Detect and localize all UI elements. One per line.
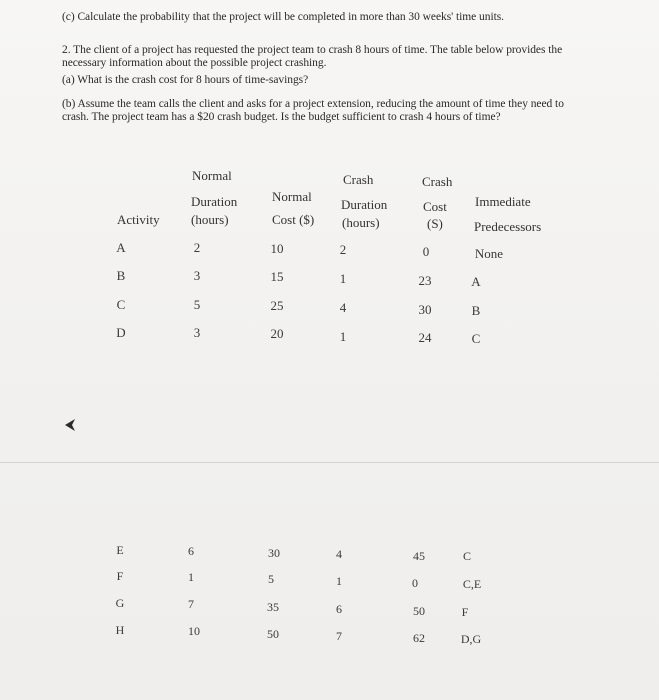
header-normal-duration-2: Duration (191, 194, 238, 209)
cell-normal-duration: 2 (193, 240, 201, 255)
cell-normal-cost: 20 (270, 326, 284, 341)
cell-activity: H (115, 623, 125, 637)
cell-normal-duration: 6 (188, 544, 194, 558)
cell-crash-cost: 0 (422, 244, 430, 259)
question-c-text: (c) Calculate the probability that the project will be completed in more than 30 weeks' time units. (62, 11, 504, 23)
cell-predecessors: None (474, 246, 504, 261)
cell-crash-cost: 24 (418, 330, 432, 345)
question-2-line1: 2. The client of a project has requested the project team to crash 8 hours of time. The table below provides the (62, 44, 563, 56)
header-normal-cost-2: Cost ($) (272, 212, 315, 227)
cell-normal-duration: 3 (193, 325, 201, 340)
cell-normal-cost: 50 (267, 627, 279, 641)
cell-crash-cost: 23 (418, 273, 432, 288)
cell-crash-duration: 7 (336, 629, 342, 643)
cell-crash-duration: 2 (339, 242, 347, 257)
cell-activity: D (116, 325, 126, 340)
cell-crash-duration: 6 (336, 602, 342, 616)
header-predecessors-1: Immediate (475, 194, 531, 209)
cell-crash-cost: 45 (413, 549, 425, 563)
header-activity: Activity (117, 212, 160, 227)
cell-activity: G (115, 596, 125, 610)
question-2-line2: necessary information about the possible project crashing. (62, 57, 327, 69)
cursor-arrow-icon (64, 418, 76, 432)
cell-predecessors: A (471, 274, 481, 289)
question-2-part-b-line1: (b) Assume the team calls the client and asks for a project extension, reducing the amount of time they need to (62, 98, 564, 110)
header-crash-cost-2: Cost (423, 199, 447, 214)
cell-crash-duration: 1 (336, 574, 342, 588)
cell-crash-cost: 30 (418, 302, 432, 317)
cell-crash-cost: 0 (412, 576, 418, 590)
header-predecessors-2: Predecessors (474, 219, 542, 234)
header-normal-duration-1: Normal (192, 168, 232, 183)
cell-crash-duration: 4 (336, 547, 342, 561)
cell-predecessors: C,E (462, 577, 482, 591)
cell-normal-cost: 10 (270, 241, 284, 256)
cell-crash-cost: 62 (413, 631, 425, 645)
cell-normal-duration: 3 (193, 268, 201, 283)
header-crash-cost-3: (S) (427, 216, 443, 231)
question-2-part-a: (a) What is the crash cost for 8 hours of time-savings? (62, 74, 309, 86)
cell-activity: B (116, 268, 126, 283)
header-crash-duration-1: Crash (343, 172, 374, 187)
cell-activity: F (116, 569, 124, 583)
cell-activity: E (116, 543, 124, 557)
cell-normal-duration: 5 (193, 297, 201, 312)
cell-predecessors: D,G (460, 632, 482, 646)
cell-normal-cost: 15 (270, 269, 284, 284)
cell-normal-cost: 5 (268, 572, 274, 586)
page-divider (0, 462, 659, 463)
cell-predecessors: B (471, 303, 481, 318)
cell-normal-cost: 35 (267, 600, 279, 614)
cell-normal-duration: 7 (188, 597, 194, 611)
cell-normal-duration: 10 (188, 624, 200, 638)
cell-crash-duration: 4 (339, 300, 347, 315)
cell-activity: C (116, 297, 126, 312)
cell-crash-duration: 1 (339, 329, 347, 344)
cell-normal-duration: 1 (188, 570, 194, 584)
cell-crash-cost: 50 (413, 604, 425, 618)
header-crash-cost-1: Crash (422, 174, 453, 189)
header-crash-duration-2: Duration (341, 197, 388, 212)
header-normal-cost-1: Normal (272, 189, 312, 204)
cell-crash-duration: 1 (339, 271, 347, 286)
cell-activity: A (116, 240, 126, 255)
cell-normal-cost: 25 (270, 298, 284, 313)
header-normal-duration-3: (hours) (191, 212, 229, 227)
cell-predecessors: F (461, 605, 469, 619)
cell-predecessors: C (471, 331, 481, 346)
cell-predecessors: C (462, 549, 472, 563)
question-2-part-b-line2: crash. The project team has a $20 crash budget. Is the budget sufficient to crash 4 hours of time? (62, 111, 501, 123)
cell-normal-cost: 30 (268, 546, 280, 560)
header-crash-duration-3: (hours) (342, 215, 380, 230)
